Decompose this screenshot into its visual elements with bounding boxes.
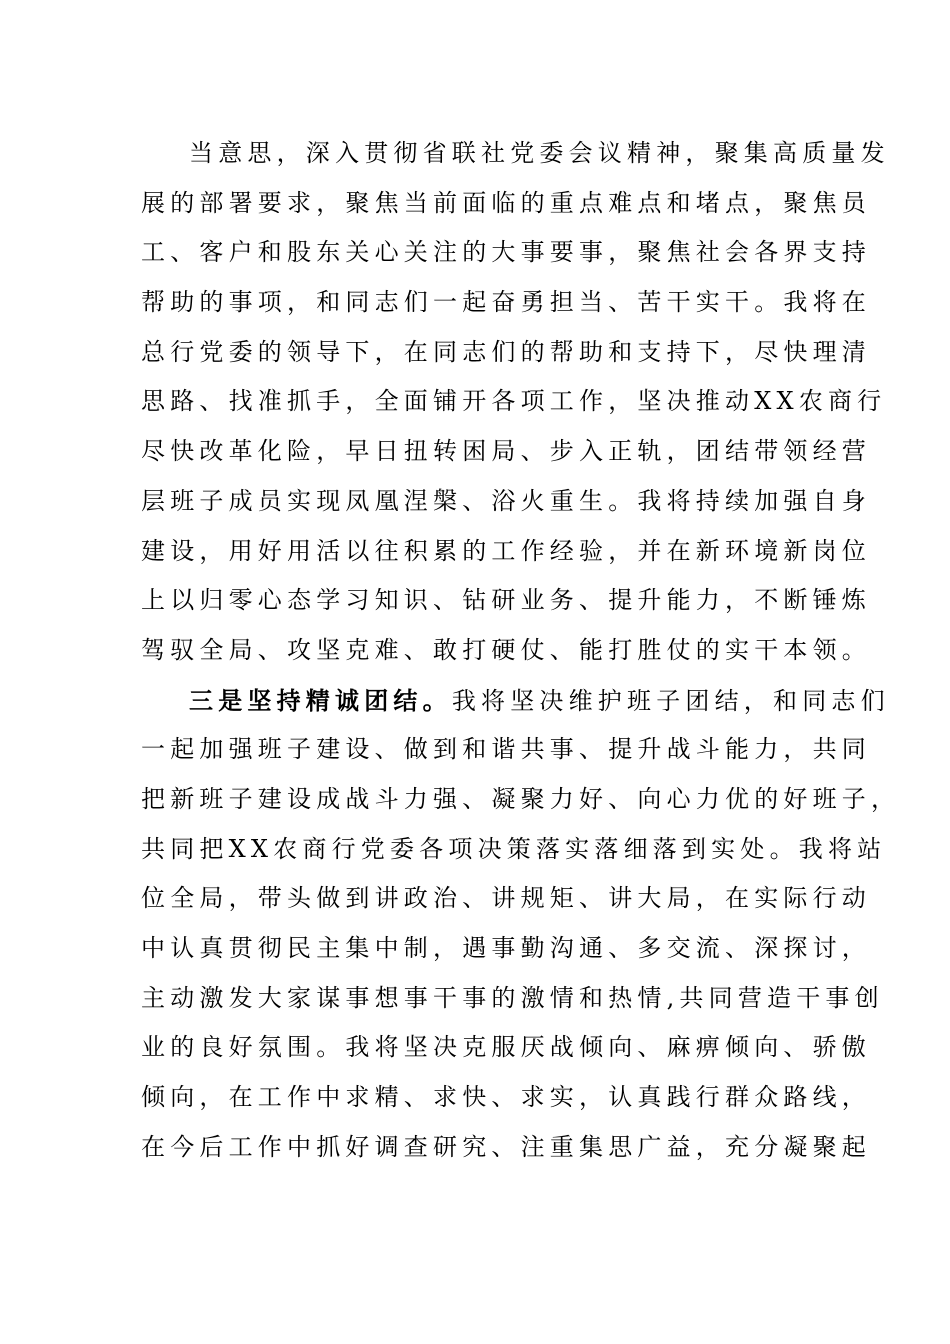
text-line: 中认真贯彻民主集中制，遇事勤沟通、多交流、深探讨，: [141, 934, 871, 962]
text-line: 共同把XX农商行党委各项决策落实落细落到实处。我将站: [141, 834, 887, 863]
text-segment: 我将坚决维护班子团结，和同志们: [451, 686, 890, 715]
paragraph-three-first-line: [141, 676, 890, 726]
text-line: 工、客户和股东关心关注的大事要事，聚焦社会各界支持: [141, 238, 871, 267]
text-line: 业的良好氛围。我将坚决克服厌战倾向、麻痹倾向、骄傲: [141, 1033, 871, 1062]
text-line: 层班子成员实现凤凰涅槃、浴火重生。我将持续加强自身: [141, 486, 871, 515]
text-line: 思路、找准抓手，全面铺开各项工作，坚决推动XX农商行: [141, 387, 887, 416]
text-line: 展的部署要求，聚焦当前面临的重点难点和堵点，聚焦员: [141, 188, 871, 217]
text-line: 在今后工作中抓好调查研究、注重集思广益，充分凝聚起: [141, 1132, 871, 1161]
text-line: 当意思，深入贯彻省联社党委会议精神，聚集高质量发: [189, 139, 890, 167]
text-line: 位全局，带头做到讲政治、讲规矩、讲大局，在实际行动: [141, 884, 871, 913]
text-line: 主动激发大家谋事想事干事的激情和热情,共同营造干事创: [141, 983, 884, 1012]
paragraph-three: [141, 676, 901, 1173]
text-line: 一起加强班子建设、做到和谐共事、提升战斗能力，共同: [141, 735, 871, 764]
text-line: 帮助的事项，和同志们一起奋勇担当、苦干实干。我将在: [141, 288, 871, 317]
text-line: 倾向，在工作中求精、求快、求实，认真践行群众路线，: [141, 1083, 871, 1112]
text-line: 上以归零心态学习知识、钻研业务、提升能力，不断锤炼: [141, 586, 871, 615]
text-line: 尽快改革化险，早日扭转困局、步入正轨，团结带领经营: [141, 437, 871, 466]
paragraph-heading: 三是坚持精诚团结。: [189, 685, 452, 715]
body-text: [141, 129, 901, 1172]
paragraph-continued: [141, 129, 890, 676]
text-line: 总行党委的领导下，在同志们的帮助和支持下，尽快理清: [141, 337, 871, 366]
text-line: 建设，用好用活以往积累的工作经验，并在新环境新岗位: [141, 536, 871, 565]
text-line: 驾驭全局、攻坚克难、敢打硬仗、能打胜仗的实干本领。: [141, 635, 871, 664]
text-line: 把新班子建设成战斗力强、凝聚力好、向心力优的好班子，: [141, 784, 901, 813]
